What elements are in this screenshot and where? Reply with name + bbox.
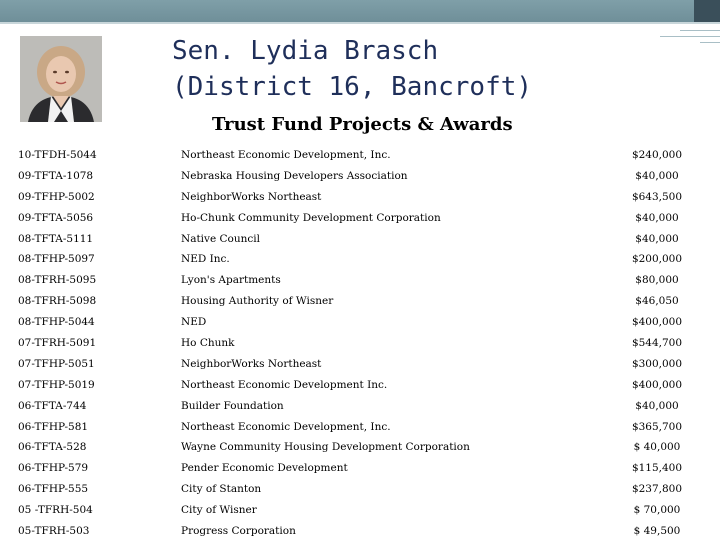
award-amount: $40,000 [635,211,679,224]
table-row [18,418,718,439]
table-row [18,209,718,230]
award-amount: $ 70,000 [633,504,681,517]
recipient-name: City of Wisner [181,504,257,517]
recipient-name: Ho Chunk [181,337,235,350]
table-row [18,250,718,271]
recipient-name: Housing Authority of Wisner [181,295,334,308]
table-row [18,167,718,188]
recipient-name: Pender Economic Development [181,462,348,475]
project-id: 05-TFRH-503 [18,525,90,538]
decorative-lines [560,26,720,56]
award-amount: $40,000 [635,232,679,245]
table-row [18,438,718,459]
awards-table [18,146,718,543]
page-title [172,33,532,105]
project-id: 09-TFTA-1078 [18,169,94,182]
project-id: 08-TFTA-5111 [18,232,94,245]
recipient-name: Northeast Economic Development Inc. [181,378,388,391]
recipient-name: NED Inc. [181,253,230,266]
project-id: 08-TFHP-5097 [18,253,95,266]
table-row [18,292,718,313]
table-row [18,480,718,501]
table-row [18,334,718,355]
award-amount: $544,700 [631,337,683,350]
project-id: 06-TFTA-528 [18,441,87,454]
project-id: 08-TFHP-5044 [18,316,95,329]
header-band-accent [694,0,720,22]
table-row [18,146,718,167]
title-name: Sen. Lydia Brasch [172,36,439,66]
table-row [18,459,718,480]
recipient-name: Nebraska Housing Developers Association [181,169,408,182]
recipient-name: City of Stanton [181,483,262,496]
table-row [18,501,718,522]
project-id: 07-TFHP-5051 [18,357,95,370]
award-amount: $ 40,000 [633,441,681,454]
recipient-name: Native Council [181,232,260,245]
award-amount: $40,000 [635,169,679,182]
header-band [0,0,720,22]
award-amount: $240,000 [631,149,683,161]
project-id: 06-TFTA-744 [18,399,87,412]
project-id: 09-TFTA-5056 [18,211,94,224]
recipient-name: Builder Foundation [181,399,284,412]
award-amount: $80,000 [635,274,679,287]
award-amount: $200,000 [631,253,683,266]
header-divider [0,22,720,24]
award-amount: $46,050 [635,295,679,308]
title-district: (District 16, Bancroft) [172,72,533,102]
recipient-name: Wayne Community Housing Development Corporation [181,441,470,454]
table-row [18,188,718,209]
project-id: 05 -TFRH-504 [18,504,93,517]
recipient-name: Progress Corporation [181,525,296,538]
table-row [18,271,718,292]
section-heading: Trust Fund Projects & Awards [212,114,513,135]
table-row [18,230,718,251]
project-id: 08-TFRH-5095 [18,274,97,287]
project-id: 08-TFRH-5098 [18,295,97,308]
award-amount: $300,000 [631,357,683,370]
project-id: 06-TFHP-581 [18,420,89,433]
recipient-name: NeighborWorks Northeast [181,190,322,203]
award-amount: $365,700 [631,420,683,433]
recipient-name: NED [181,316,207,329]
table-row [18,376,718,397]
recipient-name: Northeast Economic Development, Inc. [181,149,391,161]
project-id: 07-TFRH-5091 [18,337,97,350]
table-row [18,355,718,376]
award-amount: $40,000 [635,399,679,412]
recipient-name: Ho-Chunk Community Development Corporation [181,211,441,224]
award-amount: $400,000 [631,378,683,391]
award-amount: $400,000 [631,316,683,329]
table-row [18,397,718,418]
recipient-name: Lyon's Apartments [181,274,281,287]
recipient-name: NeighborWorks Northeast [181,357,322,370]
project-id: 10-TFDH-5044 [18,149,97,161]
project-id: 09-TFHP-5002 [18,190,95,203]
award-amount: $237,800 [631,483,683,496]
project-id: 06-TFHP-579 [18,462,89,475]
award-amount: $ 49,500 [633,525,681,538]
senator-portrait [20,36,102,122]
award-amount: $643,500 [631,190,683,203]
award-amount: $115,400 [631,462,683,475]
recipient-name: Northeast Economic Development, Inc. [181,420,391,433]
table-row [18,313,718,334]
project-id: 06-TFHP-555 [18,483,89,496]
project-id: 07-TFHP-5019 [18,378,95,391]
